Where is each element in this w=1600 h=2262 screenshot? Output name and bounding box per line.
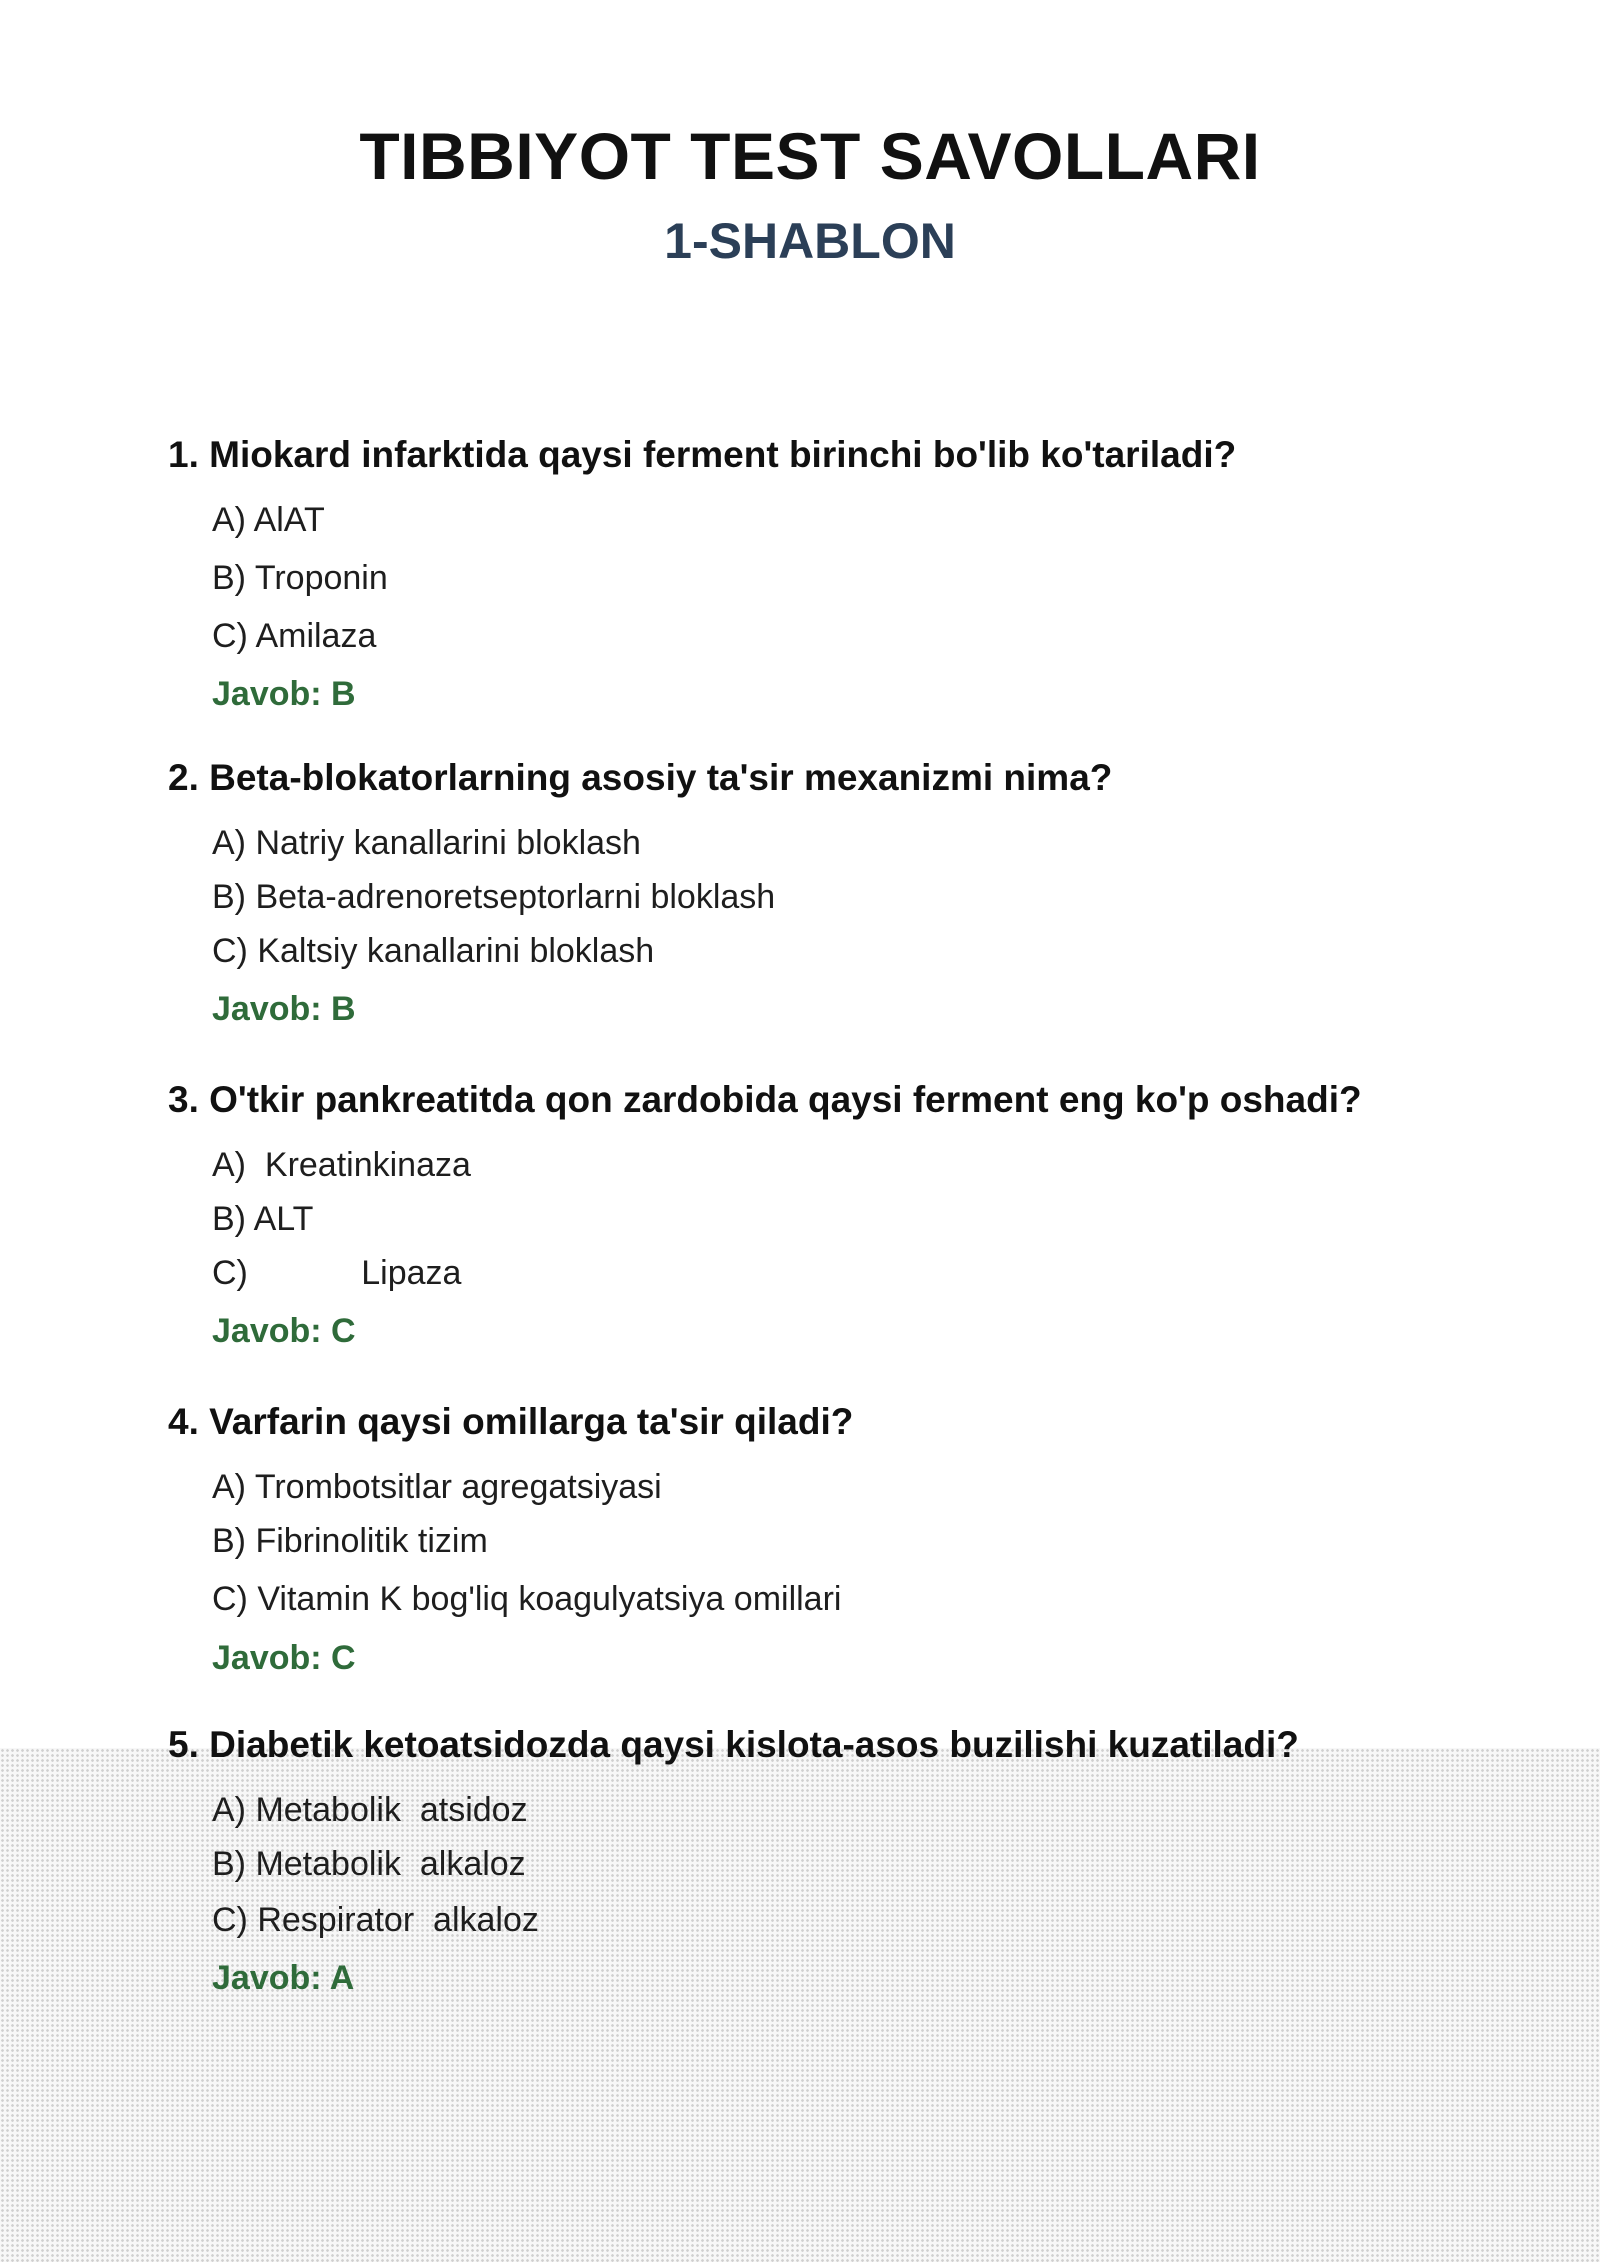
question-text: 5. Diabetik ketoatsidozda qaysi kislota-asos buzilishi kuzatiladi?: [168, 1724, 1299, 1765]
option-a: A) Kreatinkinaza: [212, 1146, 471, 1184]
option-a: A) Metabolik atsidoz: [212, 1791, 528, 1829]
option-a: A) AlAT: [212, 501, 325, 539]
question-4: [168, 1397, 1488, 1677]
question-1: [168, 430, 1488, 713]
page-title: TIBBIYOT TEST SAVOLLARI: [359, 119, 1261, 193]
question-text: 3. O'tkir pankreatitda qon zardobida qaysi ferment eng ko'p oshadi?: [168, 1079, 1362, 1120]
option-c: C) Vitamin K bog'liq koagulyatsiya omillari: [212, 1580, 842, 1618]
question-3: [168, 1075, 1488, 1350]
option-c: C) Kaltsiy kanallarini bloklash: [212, 932, 655, 970]
question-text: 4. Varfarin qaysi omillarga ta'sir qiladi?: [168, 1401, 854, 1442]
option-b: B) Troponin: [212, 559, 388, 597]
option-b: B) Metabolik alkaloz: [212, 1845, 526, 1883]
option-c: C) Respirator alkaloz: [212, 1901, 539, 1939]
answer-label: Javob:: [212, 1959, 322, 1997]
answer-value: C: [331, 1312, 356, 1350]
option-c: C) Lipaza: [212, 1254, 462, 1292]
question-text: 1. Miokard infarktida qaysi ferment birinchi bo'lib ko'tariladi?: [168, 434, 1237, 475]
answer-value: A: [329, 1959, 355, 1997]
answer-label: Javob:: [212, 1639, 322, 1677]
answer-line: [212, 1638, 356, 1678]
answer-label: Javob:: [212, 1312, 322, 1350]
question-5: [168, 1720, 1488, 1997]
option-b: B) ALT: [212, 1200, 314, 1238]
question-2: [168, 753, 1488, 1028]
option-a: A) Natriy kanallarini bloklash: [212, 824, 641, 862]
answer-line: [212, 1311, 356, 1351]
answer-label: Javob:: [212, 675, 322, 713]
answer-value: B: [331, 990, 356, 1028]
answer-line: [212, 1958, 354, 1998]
answer-line: [212, 674, 356, 714]
question-text: 2. Beta-blokatorlarning asosiy ta'sir mexanizmi nima?: [168, 757, 1113, 798]
answer-line: [212, 989, 356, 1029]
answer-value: B: [331, 675, 356, 713]
answer-value: C: [331, 1639, 356, 1677]
option-c: C) Amilaza: [212, 617, 377, 655]
answer-label: Javob:: [212, 990, 322, 1028]
option-b: B) Beta-adrenoretseptorlarni bloklash: [212, 878, 776, 916]
page-subtitle: 1-SHABLON: [664, 213, 956, 269]
option-a: A) Trombotsitlar agregatsiyasi: [212, 1468, 662, 1506]
option-b: B) Fibrinolitik tizim: [212, 1522, 488, 1560]
